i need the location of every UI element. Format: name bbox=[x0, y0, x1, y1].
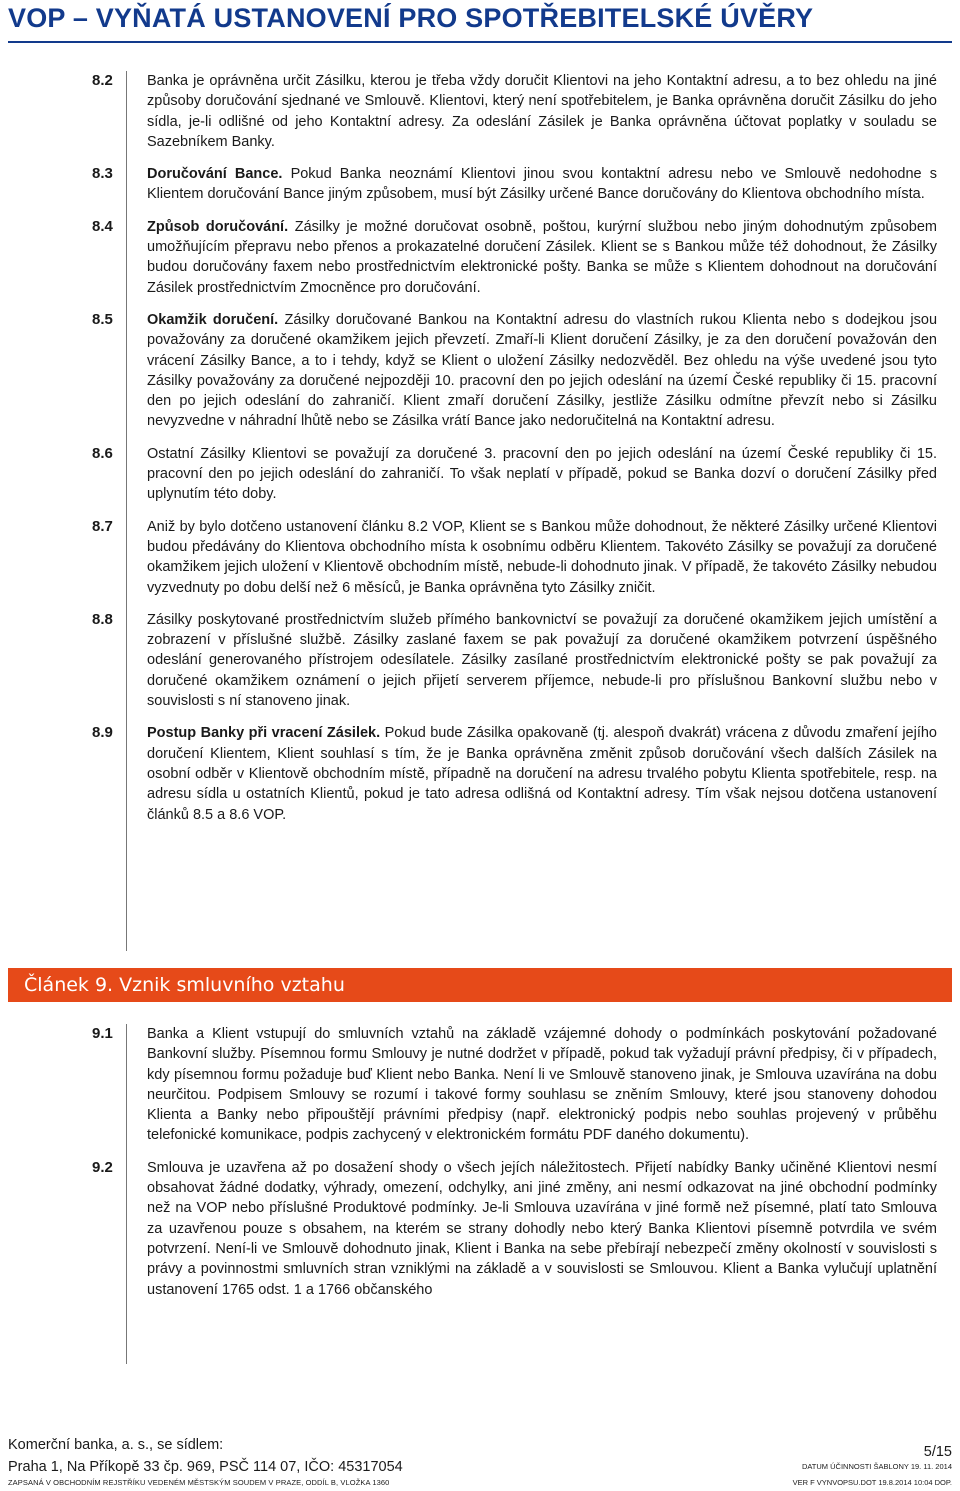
template-version: VER F VYNVOPSU.DOT 19.8.2014 10:04 DOP. bbox=[792, 1478, 952, 1487]
clause-text: Zásilky poskytované prostřednictvím služeb přímého bankovnictví se považují za doručené okamžikem jejich umístění a zobrazení v příslušné službě. Zásilky zaslané faxem se pak považují za doručené okamžikem potvrzení úspěšného odeslání generovaného přístrojem odesílatele. Zásilky zasílané prostřednictvím elektronické pošty se pak považují za doručené okamžikem oznámení o jejich přijetí serverem příjemce, nebude-li pro příslušnou Bankovní službu nebo v souvislosti s ní stanoveno jinak. bbox=[147, 611, 937, 710]
clause-text: Zásilky doručované Bankou na Kontaktní adresu do vlastních rukou Klienta nebo s dodejkou jsou považovány za doručené okamžikem jejich převzetí. Zmaří-li Klient doručení Zásilky, je za den doručení považován den vrácení Zásilky Bance, a to i tehdy, když se Klient o uložení Zásilky nedozvěděl. Bez ohledu na výše uvedené jsou tyto Zásilky považovány za doručené nejpozději 10. pracovní den po jejich odeslání na území České republiky či 15. pracovní den po jejich odeslání do zahraničí. Klient zmaří doručení Zásilky, jestliže Zásilku odmítne převzít nebo si Zásilku nevyzvedne v náhradní lhůtě nebo se Zásilka vrátí Bance jako nedoručitelná na Kontaktní adresu. bbox=[147, 311, 938, 430]
template-validity-date: DATUM ÚČINNOSTI ŠABLONY 19. 11. 2014 bbox=[801, 1462, 952, 1471]
clause-text: Ostatní Zásilky Klientovi se považují za doručené 3. pracovní den po jejich odeslání na území České republiky či 15. pracovní den po jejich odeslání do zahraničí. To však neplatí v případě, pokud se Banka dozví o doručení Zásilky před uplynutím této doby. bbox=[147, 445, 937, 503]
clause-8-7 bbox=[0, 517, 960, 598]
clause-text: Pokud bude Zásilka opakovaně (tj. alespoň dvakrát) vrácena z důvodu zmaření jejího doručení Klientem, Klient souhlasí s tím, že je Banka oprávněna změnit způsob doručování všech dalších Zásilek na osobní odběr v Klientově obchodním místě, případně na doručení na adresu trvalého pobytu Klienta spotřebitele, resp. na adresu sídla u ostatních Klientů, pokud je tato adresa odlišná od Kontaktní adresy. Tím však nejsou dotčena ustanovení článků 8.5 a 8.6 VOP. bbox=[147, 725, 938, 823]
clause-8-4 bbox=[0, 217, 960, 298]
section-9 bbox=[0, 1024, 960, 1300]
clause-heading: Způsob doručování. bbox=[147, 218, 289, 235]
clause-8-9 bbox=[0, 723, 960, 824]
clause-text: Banka je oprávněna určit Zásilku, kterou je třeba vždy doručit Klientovi na jeho Kontaktní adresu, a to bez ohledu na jiné způsoby doručování sjednané ve Smlouvě. Klientovi, který není spotřebitelem, je Banka oprávněna doručit Zásilku do jeho sídla, je-li odlišné od jeho Kontaktní adresy. Za odeslání Zásilek je Banka oprávněna účtovat poplatky v souladu se Sazebníkem Banky. bbox=[147, 73, 937, 150]
clause-text: Smlouva je uzavřena až po dosažení shody o všech jejích náležitostech. Přijetí nabídky Banky učiněné Klientovi nesmí obsahovat žádné dodatky, výhrady, omezení, odchylky, ani jiné změny, ani nesmí odkazovat na jiné obchodní podmínky než na VOP nebo příslušné Produktové podmínky. Je-li Smlouva uzavírána v jiné formě než písemné, platí tato Smlouva za uzavřenou pouze s obsahem, na kterém se strany dohodly nebo který Banka Klientovi písemně potvrdila ve svém potvrzení. Není-li ve Smlouvě dohodnuto jinak, Klient i Banka na sebe přebírají nebezpečí změny okolností v souvislosti s právy a povinnostmi smluvních stran vzniklými na základě a v souvislosti se Smlouvou. Klient a Banka vylučují uplatnění ustanovení 1765 odst. 1 a 1766 občanského bbox=[147, 1159, 937, 1298]
clause-number: 8.3 bbox=[92, 165, 113, 183]
clause-text: Banka a Klient vstupují do smluvních vztahů na základě vzájemné dohody o podmínkách poskytování požadované Bankovní služby. Písemnou formu Smlouvy je nutné dodržet v případě, pokud tak vyžadují právní předpisy, či v případech, kdy písemnou formu požaduje buď Klient nebo Banka. Není li ve Smlouvě stanoveno jinak, je Smlouva uzavírána na dobu neurčitou. Podpisem Smlouvy se rozumí i takové formy souhlasu se zněním Smlouvy, které jsou stanoveny dohodou Klienta a Banky nebo připouštějí právními předpisy (např. elektronický podpis nebo souhlas projevený v průběhu telefonické komunikace, podpis zachycený v elektronickém formátu PDF daného dokumentu). bbox=[147, 1026, 937, 1144]
clause-number: 8.8 bbox=[92, 610, 113, 628]
clause-8-3 bbox=[0, 164, 960, 205]
document-title: VOP – VYŇATÁ USTANOVENÍ PRO SPOTŘEBITELSKÉ ÚVĚRY bbox=[8, 3, 814, 33]
page-number: 5/15 bbox=[923, 1444, 952, 1460]
clause-number: 8.4 bbox=[92, 217, 113, 235]
clause-number: 8.6 bbox=[92, 444, 113, 462]
clause-9-2 bbox=[0, 1158, 960, 1300]
clause-number: 8.9 bbox=[92, 724, 113, 742]
clause-text: Zásilky je možné doručovat osobně, poštou, kurýrní službou nebo jiným dohodnutým způsobem umožňujícím přepravu nebo přenos a prokazatelné doručení Zásilek. Klient se s Bankou může též dohodnout, že Zásilky budou doručovány faxem nebo prostřednictvím elektronické pošty. Banka se může s Klientem dohodnout na doručování Zásilek prostřednictvím Zmocněnce pro doručování. bbox=[147, 218, 938, 296]
clause-number: 8.7 bbox=[92, 517, 113, 535]
title-divider bbox=[8, 41, 952, 43]
footer-address: Praha 1, Na Příkopě 33 čp. 969, PSČ 114 07, IČO: 45317054 bbox=[8, 1459, 403, 1475]
clause-heading: Okamžik doručení. bbox=[147, 311, 279, 328]
clause-number: 8.5 bbox=[92, 310, 113, 328]
clause-text: Aniž by bylo dotčeno ustanovení článku 8.2 VOP, Klient se s Bankou může dohodnout, že některé Zásilky určené Klientovi budou předávány do Klientova obchodního místa k osobnímu odběru Klientem. Takovéto Zásilky se považují za doručené okamžikem jejich uložení v Klientově obchodním místě, nebude-li dohodnuto jinak. V případě, že takovéto Zásilky nebudou vyzvednuty po dobu delší než 6 měsíců, je Banka oprávněna tyto Zásilky zničit. bbox=[147, 518, 937, 596]
clause-8-2 bbox=[0, 71, 960, 152]
footer-registration: ZAPSANÁ V OBCHODNÍM REJSTŘÍKU VEDENÉM MĚSTSKÝM SOUDEM V PRAZE, ODDÍL B, VLOŽKA 1360 bbox=[8, 1478, 390, 1487]
clause-number: 8.2 bbox=[92, 72, 113, 89]
clause-number: 9.2 bbox=[92, 1158, 113, 1176]
footer-company: Komerční banka, a. s., se sídlem: bbox=[8, 1437, 224, 1453]
clause-8-6 bbox=[0, 444, 960, 505]
section-8 bbox=[0, 71, 960, 825]
article-9-title: Článek 9. Vznik smluvního vztahu bbox=[24, 974, 345, 996]
clause-heading: Postup Banky při vracení Zásilek. bbox=[147, 725, 381, 742]
clause-9-1 bbox=[0, 1024, 960, 1146]
clause-8-5 bbox=[0, 310, 960, 432]
clause-number: 9.1 bbox=[92, 1025, 113, 1042]
clause-8-8 bbox=[0, 610, 960, 711]
clause-heading: Doručování Bance. bbox=[147, 166, 283, 183]
article-9-header bbox=[8, 968, 952, 1002]
clause-text: Pokud Banka neoznámí Klientovi jinou svou kontaktní adresu nebo ve Smlouvě nedohodne s Klientem doručování Bance jiným způsobem, musí být Zásilky určené Bance doručovány do Klientova obchodního místa. bbox=[147, 166, 937, 203]
